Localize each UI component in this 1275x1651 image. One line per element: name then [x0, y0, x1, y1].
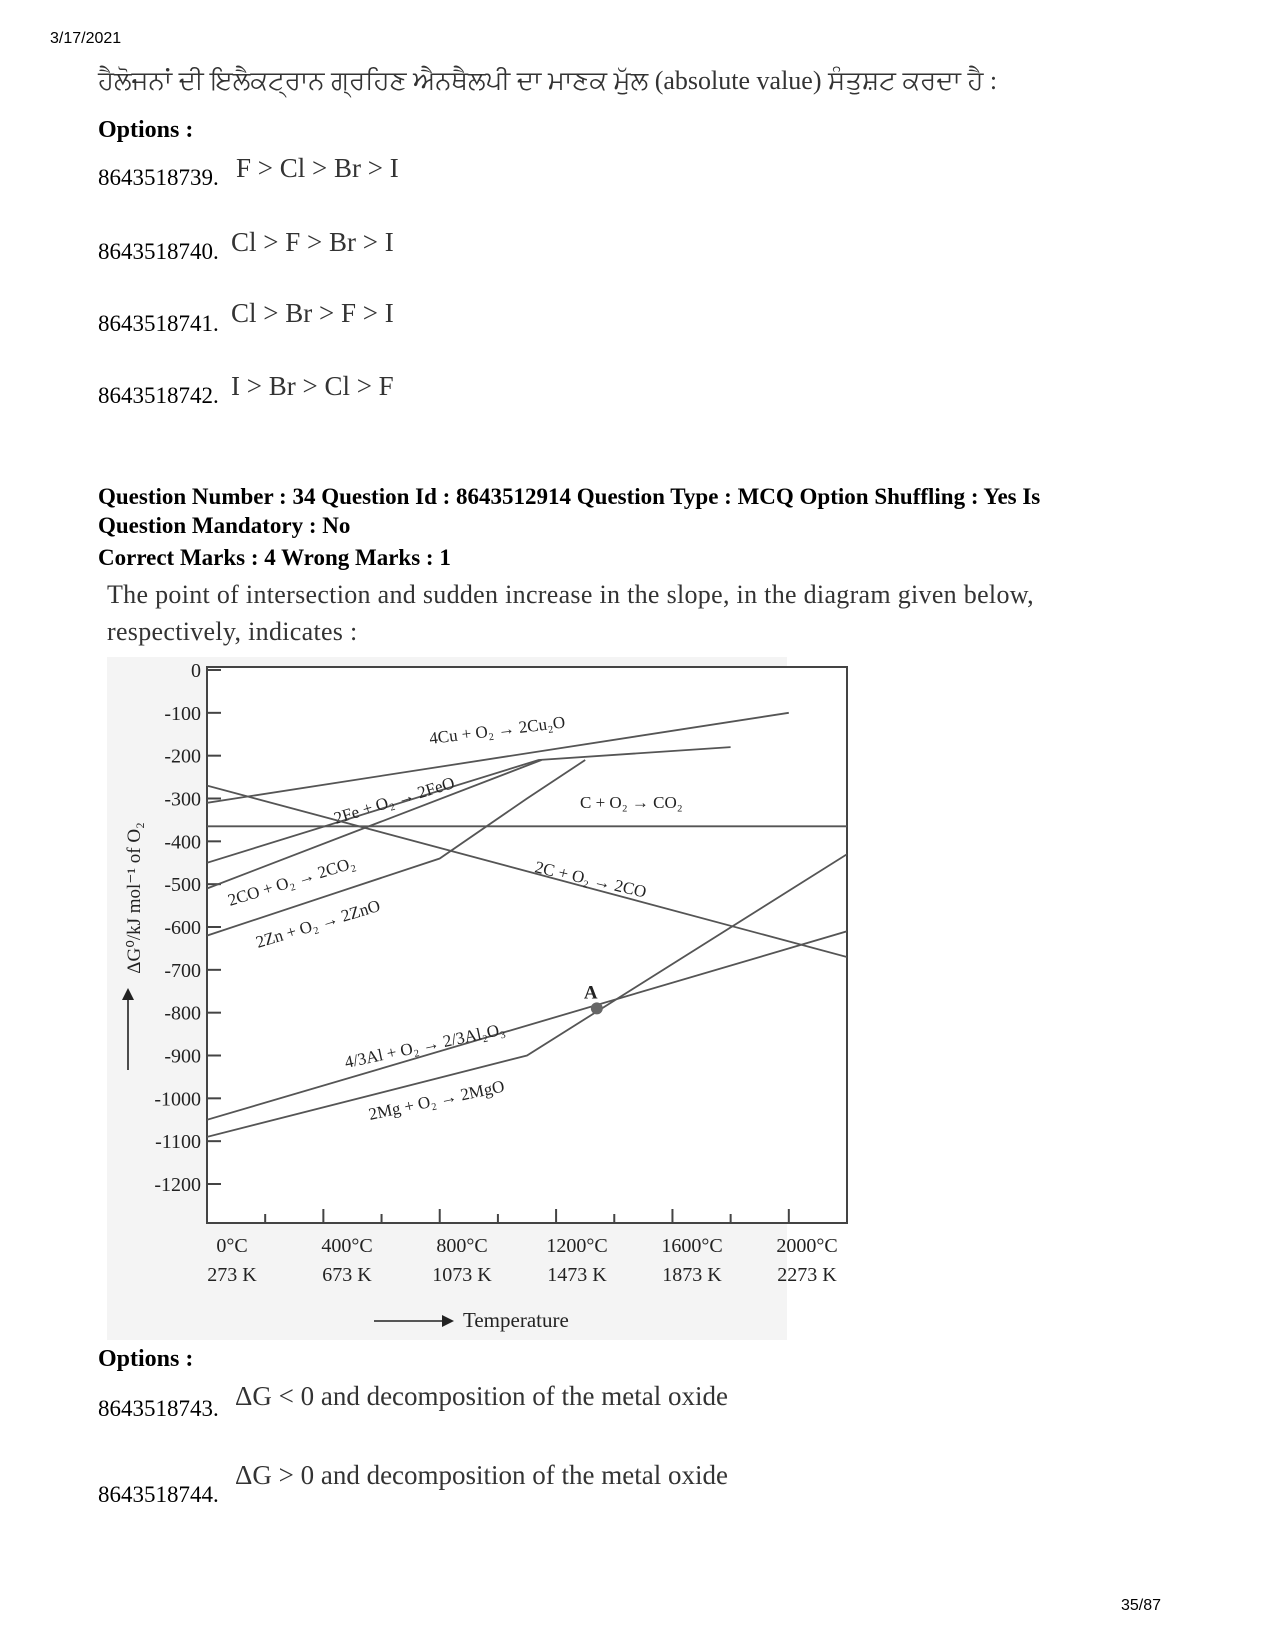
option-id: 8643518743. [98, 1396, 219, 1421]
x-tick-label-celsius: 1600°C [661, 1235, 723, 1257]
option-id: 8643518744. [98, 1482, 219, 1507]
x-tick-label-celsius: 800°C [436, 1235, 488, 1257]
x-tick-label-celsius: 1200°C [546, 1235, 608, 1257]
y-tick-label: -900 [164, 1045, 201, 1068]
intersection-point-marker [591, 1002, 603, 1014]
page-number: 35/87 [1121, 1597, 1162, 1614]
series-label: 4/3Al + O₂ → 2/3Al₂O₃ [342, 1019, 507, 1072]
option-text: Cl > F > Br > I [231, 227, 394, 257]
q34-meta-line1: Question Number : 34 Question Id : 8643512914 Question Type : MCQ Option Shuffling : Yes Is [98, 484, 1041, 509]
option-id: 8643518741. [98, 311, 219, 336]
y-tick-label: -600 [164, 917, 201, 939]
y-tick-label: -1200 [154, 1174, 201, 1196]
option-id: 8643518740. [98, 239, 219, 264]
x-tick-label-kelvin: 1873 K [662, 1264, 722, 1286]
q33-options-label: Options : [98, 117, 194, 143]
x-tick-label-kelvin: 2273 K [777, 1264, 837, 1286]
y-tick-label: 0 [191, 660, 201, 682]
q34-meta-line2: Question Mandatory : No [98, 513, 351, 538]
series-label: 2Zn + O₂ → 2ZnO [253, 895, 383, 952]
x-tick-label-celsius: 0°C [216, 1235, 248, 1257]
option-text: I > Br > Cl > F [231, 371, 394, 401]
option-id: 8643518742. [98, 383, 219, 408]
option-text: F > Cl > Br > I [236, 153, 399, 183]
print-date: 3/17/2021 [50, 30, 122, 47]
series-label: 2CO + O₂ → 2CO₂ [225, 853, 358, 910]
x-tick-label-celsius: 2000°C [776, 1235, 838, 1257]
intersection-point-label: A [583, 982, 598, 1004]
y-tick-label: -100 [164, 702, 201, 725]
y-tick-label: -300 [164, 788, 201, 811]
x-tick-label-kelvin: 673 K [322, 1264, 372, 1286]
series-label: 4Cu + O₂ → 2Cu₂O [428, 712, 567, 748]
q34-question-line2: respectively, indicates : [107, 617, 358, 646]
q34-marks: Correct Marks : 4 Wrong Marks : 1 [98, 545, 451, 570]
q33-question-text: ਹੈਲੋਜਨਾਂ ਦੀ ਇਲੈਕਟ੍ਰਾਨ ਗ੍ਰਹਿਣ ਐਨਥੈਲਪੀ ਦਾ ਮਾਣਕ ਮੁੱਲ (absolute value) ਸੰਤੁਸ਼ਟ ਕਰਦਾ ਹੈ : [98, 66, 998, 95]
series-label: C + O₂ → CO₂ [580, 793, 683, 812]
y-axis-label: ΔG⁰/kJ mol⁻¹ of O₂ [124, 822, 145, 974]
y-tick-label: -500 [164, 874, 201, 897]
y-tick-label: -200 [164, 745, 201, 768]
x-tick-label-kelvin: 273 K [207, 1264, 257, 1286]
q34-options-label: Options : [98, 1346, 194, 1372]
x-tick-label-celsius: 400°C [321, 1235, 373, 1257]
series-label: 2Mg + O₂ → 2MgO [366, 1076, 507, 1124]
option-text: ΔG > 0 and decomposition of the metal oxide [235, 1460, 728, 1490]
x-tick-label-kelvin: 1473 K [547, 1264, 607, 1286]
option-text: Cl > Br > F > I [231, 298, 394, 328]
series-label: 2C + O₂ → 2CO [533, 857, 649, 902]
y-tick-label: -1000 [154, 1088, 201, 1111]
x-tick-label-kelvin: 1073 K [432, 1264, 492, 1286]
y-tick-label: -1100 [155, 1131, 201, 1154]
y-tick-label: -400 [164, 831, 201, 854]
y-tick-label: -700 [164, 959, 201, 982]
option-id: 8643518739. [98, 165, 219, 190]
x-axis-label: Temperature [463, 1308, 569, 1332]
series-label: 2Fe + O₂ → 2FeO [331, 773, 457, 828]
q34-question-line1: The point of intersection and sudden increase in the slope, in the diagram given below, [107, 580, 1034, 609]
y-tick-label: -800 [164, 1002, 201, 1025]
plot-frame [207, 667, 847, 1223]
option-text: ΔG < 0 and decomposition of the metal oxide [235, 1381, 728, 1411]
